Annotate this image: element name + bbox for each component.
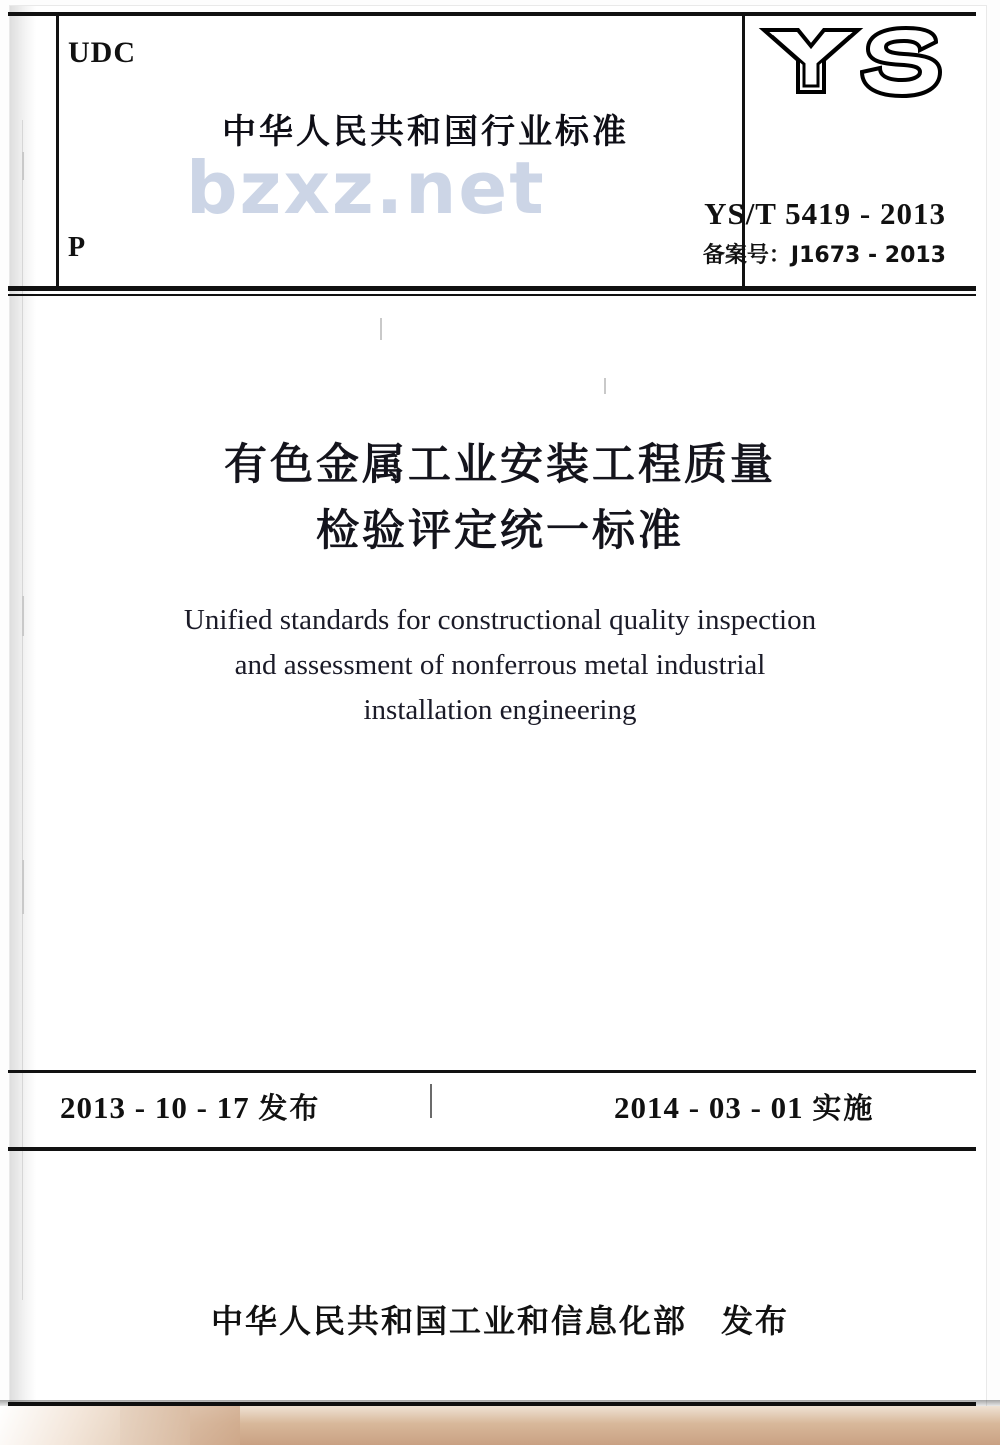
classification-letter: P bbox=[68, 232, 86, 263]
publisher-line: 中华人民共和国工业和信息化部 发布 bbox=[210, 1302, 789, 1340]
dates-divider bbox=[430, 1084, 432, 1118]
header-left-vertical-rule bbox=[56, 14, 59, 288]
document-title-cn bbox=[0, 432, 1000, 564]
title-cn-line-1: 有色金属工业安装工程质量 bbox=[224, 440, 776, 490]
title-en-line-1: Unified standards for constructional quality inspection bbox=[183, 604, 817, 636]
series-title: 中华人民共和国行业标准 bbox=[222, 112, 629, 152]
scan-bottom-strip bbox=[0, 1406, 1000, 1445]
header-rule bbox=[8, 286, 976, 291]
watermark: bzxz.net bbox=[186, 146, 546, 230]
document-title-en bbox=[0, 598, 1000, 733]
scan-speck bbox=[22, 860, 24, 914]
issue-date: 2013 - 10 - 17 bbox=[60, 1090, 250, 1125]
dates-bottom-rule bbox=[8, 1147, 976, 1151]
scan-speck bbox=[22, 596, 24, 636]
record-number: 备案号：J1673 - 2013 bbox=[702, 243, 946, 268]
dates-top-rule bbox=[8, 1070, 976, 1073]
header-rule-secondary bbox=[8, 294, 976, 296]
ys-logo-icon bbox=[758, 22, 946, 100]
standard-number: YS/T 5419 - 2013 bbox=[704, 196, 946, 231]
issue-label: 发布 bbox=[258, 1091, 321, 1125]
scan-speck bbox=[22, 152, 24, 180]
udc-label: UDC bbox=[68, 36, 136, 69]
top-rule bbox=[8, 12, 976, 16]
title-en-line-2: and assessment of nonferrous metal industrial bbox=[234, 649, 766, 681]
effective-date: 2014 - 03 - 01 bbox=[614, 1090, 804, 1125]
scan-bottom-wedge-secondary bbox=[120, 1406, 240, 1445]
scan-speck bbox=[604, 378, 606, 394]
title-cn-line-2: 检验评定统一标准 bbox=[316, 506, 684, 556]
title-en-line-3: installation engineering bbox=[363, 694, 637, 726]
effective-label: 实施 bbox=[812, 1091, 875, 1125]
scan-speck bbox=[380, 318, 382, 340]
issue-date-block bbox=[60, 1086, 320, 1127]
effective-date-block bbox=[614, 1086, 874, 1127]
